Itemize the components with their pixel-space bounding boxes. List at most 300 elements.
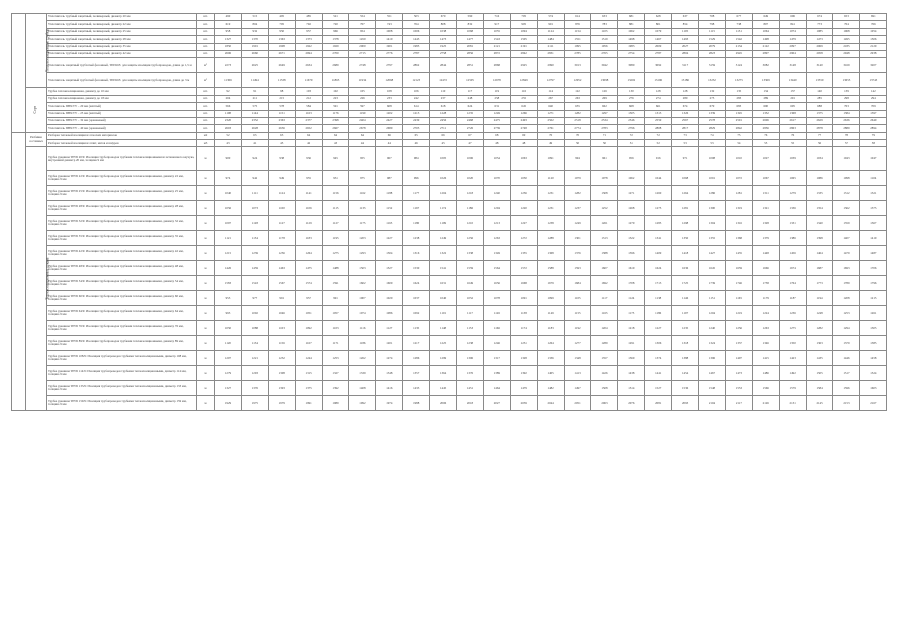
value-cell: 773 [806, 21, 833, 28]
value-cell: 2153 [833, 396, 860, 411]
value-cell: 76 [752, 132, 779, 139]
value-cell: 1154 [241, 231, 268, 246]
value-cell: 1345 [725, 110, 752, 117]
value-cell: 298 [833, 95, 860, 102]
value-cell: 1306 [645, 336, 672, 351]
value-cell: 117 [457, 88, 484, 95]
value-cell: 1467 [645, 36, 672, 43]
value-cell: 2018 [457, 396, 484, 411]
value-cell: 705 [510, 14, 537, 21]
value-cell: 942 [241, 171, 268, 186]
item-name: Трубка рукавная ТРУБ 22/9: Изоляция трубопроводов трубками теплоизоляционными, диаметр 22 мм, толщина 9 мм [47, 171, 197, 186]
value-cell: 1103 [268, 321, 295, 336]
value-cell: 1208 [833, 291, 860, 306]
value-cell: 1227 [376, 231, 403, 246]
value-cell: 1337 [725, 336, 752, 351]
value-cell: 1007 [349, 291, 376, 306]
value-cell: 1282 [564, 186, 591, 201]
value-cell: 2104 [699, 396, 726, 411]
value-cell: 57 [833, 140, 860, 147]
value-cell: 1293 [241, 366, 268, 381]
value-cell: 1180 [403, 216, 430, 231]
table-row [12, 321, 887, 336]
value-cell: 2044 [537, 396, 564, 411]
table-row [12, 336, 887, 351]
value-cell: 13098 [591, 73, 618, 88]
value-cell: 1530 [403, 261, 430, 276]
value-cell: 285 [806, 95, 833, 102]
value-cell: 119 [483, 88, 510, 95]
table-row [12, 351, 887, 366]
value-cell: 955 [349, 147, 376, 171]
value-cell: 1375 [295, 381, 322, 396]
value-cell: 950 [268, 28, 295, 35]
value-cell: 1418 [672, 246, 699, 261]
value-cell: 2945 [725, 50, 752, 57]
value-cell: 12849 [510, 73, 537, 88]
value-cell: 91 [241, 88, 268, 95]
value-cell: 1282 [806, 321, 833, 336]
value-cell: 52 [215, 132, 242, 139]
value-cell: 242 [403, 95, 430, 102]
value-cell: 1135 [403, 321, 430, 336]
value-cell: 1495 [833, 36, 860, 43]
value-cell: 11538 [268, 73, 295, 88]
value-cell: 1376 [564, 246, 591, 261]
item-unit: шт. [197, 95, 215, 102]
value-cell: 1129 [295, 216, 322, 231]
value-cell: 1368 [537, 246, 564, 261]
value-cell: 1350 [779, 336, 806, 351]
value-cell: 13275 [725, 73, 752, 88]
item-name: Трубка рукавная ТРУБ 20/9: Изоляция трубопроводов трубками теплоизоляционными из вспененного каучука, внутренний диаметр 20 мм, толщина 9 мм [47, 147, 197, 171]
value-cell: 2352 [241, 117, 268, 124]
value-cell: 1156 [268, 336, 295, 351]
value-cell: 69 [510, 132, 537, 139]
value-cell: 3207 [860, 58, 887, 73]
item-name: Трубка рукавная ТРУБ 159/9: Изоляция трубопроводов трубками теплоизоляционными, диаметр 159 мм, толщина 9 мм [47, 396, 197, 411]
value-cell: 1124 [537, 28, 564, 35]
value-cell: 1043 [833, 147, 860, 171]
value-cell: 2726 [457, 125, 484, 132]
value-cell: 1542 [725, 36, 752, 43]
value-cell: 668 [618, 103, 645, 110]
value-cell: 608 [376, 103, 403, 110]
value-cell: 1313 [645, 110, 672, 117]
value-cell: 1167 [403, 201, 430, 216]
value-cell: 2660 [241, 50, 268, 57]
value-cell: 1166 [483, 321, 510, 336]
value-cell: 44 [349, 140, 376, 147]
table-row [12, 110, 887, 117]
value-cell: 2000 [349, 43, 376, 50]
value-cell: 1687 [806, 261, 833, 276]
value-cell: 1321 [860, 186, 887, 201]
value-cell: 1339 [349, 366, 376, 381]
value-cell: 2776 [376, 50, 403, 57]
item-name: Разборка тепловой изоляции из плит, матов и шнуров [47, 140, 197, 147]
value-cell: 1796 [860, 276, 887, 291]
value-cell: 70 [564, 132, 591, 139]
value-cell: 1486 [752, 366, 779, 381]
value-cell: 1548 [699, 381, 726, 396]
value-cell: 1153 [457, 321, 484, 336]
value-cell: 1517 [833, 366, 860, 381]
value-cell: 1040 [215, 186, 242, 201]
value-cell: 490 [215, 14, 242, 21]
item-unit: м [197, 186, 215, 201]
value-cell: 1541 [430, 261, 457, 276]
value-cell: 1375 [806, 110, 833, 117]
value-cell: 1057 [322, 306, 349, 321]
table-row [12, 58, 887, 73]
value-cell: 2990 [537, 58, 564, 73]
value-cell: 1607 [591, 261, 618, 276]
value-cell: 2897 [752, 50, 779, 57]
value-cell: 2273 [215, 58, 242, 73]
value-cell: 116 [510, 88, 537, 95]
value-cell: 2121 [483, 43, 510, 50]
value-cell: 1008 [699, 147, 726, 171]
value-cell: 485 [295, 14, 322, 21]
value-cell: 1038 [430, 28, 457, 35]
value-cell: 76 [779, 132, 806, 139]
value-cell: 854 [672, 21, 699, 28]
value-cell: 108 [376, 88, 403, 95]
value-cell: 237 [430, 95, 457, 102]
item-unit: м [197, 381, 215, 396]
value-cell: 1567 [268, 276, 295, 291]
value-cell: 1506 [860, 36, 887, 43]
table-row [12, 132, 887, 139]
value-cell: 1373 [295, 36, 322, 43]
item-name: Трубка рукавная ТРУБ 42/9: Изоляция трубопроводов трубками теплоизоляционными, диаметр 42 мм, толщина 9 мм [47, 246, 197, 261]
value-cell: 1583 [215, 276, 242, 291]
value-cell: 1416 [376, 381, 403, 396]
value-cell: 1355 [699, 231, 726, 246]
value-cell: 211 [241, 95, 268, 102]
value-cell: 2831 [537, 50, 564, 57]
value-cell: 74 [699, 132, 726, 139]
value-cell: 1692 [591, 276, 618, 291]
table-row [12, 276, 887, 291]
value-cell: 1850 [215, 43, 242, 50]
table-row [12, 366, 887, 381]
value-cell: 1327 [322, 366, 349, 381]
value-cell: 269 [591, 95, 618, 102]
item-unit: м [197, 171, 215, 186]
value-cell: 1368 [725, 231, 752, 246]
value-cell: 521 [322, 14, 349, 21]
value-cell: 2678 [349, 125, 376, 132]
value-cell: 566 [215, 103, 242, 110]
value-cell: 1392 [510, 366, 537, 381]
value-cell: 1316 [725, 216, 752, 231]
value-cell: 1357 [403, 366, 430, 381]
value-cell: 1543 [241, 276, 268, 291]
table-row [12, 95, 887, 102]
value-cell: 1124 [618, 291, 645, 306]
value-cell: 1068 [833, 28, 860, 35]
value-cell: 1271 [618, 186, 645, 201]
item-unit: шт. [197, 36, 215, 43]
value-cell: 1240 [483, 186, 510, 201]
value-cell: 1438 [618, 366, 645, 381]
value-cell: 1020 [457, 171, 484, 186]
value-cell: 3169 [833, 58, 860, 73]
value-cell: 51 [618, 140, 645, 147]
value-cell: 1231 [537, 201, 564, 216]
value-cell: 1163 [591, 306, 618, 321]
table-row [12, 396, 887, 411]
value-cell: 1974 [376, 396, 403, 411]
value-cell: 2117 [725, 396, 752, 411]
item-name: Уплотнитель трубный защитный, полимерный, диаметр 25 мм [47, 28, 197, 35]
value-cell: 1693 [833, 261, 860, 276]
value-cell: 1086 [806, 171, 833, 186]
value-cell: 1415 [752, 351, 779, 366]
value-cell: 2606 [215, 50, 242, 57]
value-cell: 2063 [591, 396, 618, 411]
value-cell: 1264 [537, 336, 564, 351]
value-cell: 1263 [483, 231, 510, 246]
value-cell: 2872 [483, 50, 510, 57]
value-cell: 289 [752, 95, 779, 102]
value-cell: 1088 [241, 321, 268, 336]
value-cell: 764 [403, 21, 430, 28]
value-cell: 1602 [349, 276, 376, 291]
value-cell: 1315 [295, 366, 322, 381]
value-cell: 1995 [564, 43, 591, 50]
value-cell: 1564 [483, 261, 510, 276]
value-cell: 2475 [483, 117, 510, 124]
value-cell: 1713 [645, 276, 672, 291]
value-cell: 1624 [645, 261, 672, 276]
value-cell: 2856 [457, 50, 484, 57]
item-name: Уплотнитель ПВХ/ТУ – 40 мм (оранжевый) [47, 125, 197, 132]
item-unit: м [197, 306, 215, 321]
value-cell: 1359 [833, 216, 860, 231]
value-cell: 1204 [591, 321, 618, 336]
value-cell: 2320 [215, 117, 242, 124]
value-cell: 1104 [860, 171, 887, 186]
value-cell: 46 [403, 140, 430, 147]
value-cell: 2081 [645, 396, 672, 411]
value-cell: 1134 [241, 336, 268, 351]
value-cell: 2079 [699, 43, 726, 50]
value-cell: 2493 [510, 117, 537, 124]
value-cell: 12472 [430, 73, 457, 88]
value-cell: 1352 [752, 110, 779, 117]
value-cell: 1908 [268, 43, 295, 50]
value-cell: 212 [295, 95, 322, 102]
value-cell: 1179 [752, 291, 779, 306]
value-cell: 1227 [645, 321, 672, 336]
value-cell: 662 [591, 103, 618, 110]
value-cell: 137 [779, 88, 806, 95]
value-cell: 2796 [618, 125, 645, 132]
value-cell: 661 [645, 103, 672, 110]
value-cell: 1572 [510, 261, 537, 276]
value-cell: 1279 [618, 216, 645, 231]
item-unit: м [197, 231, 215, 246]
value-cell: 2844 [430, 58, 457, 73]
value-cell: 1249 [564, 216, 591, 231]
value-cell: 2191 [510, 43, 537, 50]
value-cell: 1249 [430, 231, 457, 246]
value-cell: 1368 [779, 110, 806, 117]
value-cell: 2748 [349, 58, 376, 73]
value-cell: 1190 [349, 110, 376, 117]
value-cell: 106 [403, 88, 430, 95]
value-cell: 1922 [295, 43, 322, 50]
value-cell: 3159 [699, 58, 726, 73]
value-cell: 1010 [725, 147, 752, 171]
value-cell: 63 [241, 132, 268, 139]
value-cell: 1764 [779, 276, 806, 291]
item-unit: м [197, 351, 215, 366]
value-cell: 1219 [725, 306, 752, 321]
value-cell: 1054 [860, 28, 887, 35]
value-cell: 2131 [779, 396, 806, 411]
value-cell: 1427 [699, 246, 726, 261]
value-cell: 707 [349, 21, 376, 28]
value-cell: 1051 [295, 306, 322, 321]
value-cell: 139 [833, 88, 860, 95]
value-cell: 128 [645, 88, 672, 95]
value-cell: 1068 [672, 171, 699, 186]
value-cell: 2534 [591, 117, 618, 124]
value-cell: 1103 [322, 321, 349, 336]
value-cell: 1446 [833, 351, 860, 366]
value-cell: 3148 [779, 58, 806, 73]
value-cell: 1479 [510, 381, 537, 396]
value-cell: 2567 [672, 117, 699, 124]
value-cell: 1477 [457, 36, 484, 43]
value-cell: 2634 [295, 58, 322, 73]
value-cell: 70 [537, 132, 564, 139]
value-cell: 958 [215, 28, 242, 35]
value-cell: 3117 [672, 58, 699, 73]
value-cell: 1985 [403, 43, 430, 50]
value-cell: 1027 [752, 147, 779, 171]
item-name: Трубка рукавная ТРУБ 60/9: Изоляция трубопроводов трубками теплоизоляционными, диаметр 60 мм, толщина 9 мм [47, 291, 197, 306]
value-cell: 1155 [564, 306, 591, 321]
value-cell: 1487 [860, 246, 887, 261]
value-cell: 1062 [618, 171, 645, 186]
value-cell: 1398 [806, 231, 833, 246]
value-cell: 1392 [322, 381, 349, 396]
value-cell: 2823 [699, 50, 726, 57]
value-cell: 1456 [779, 246, 806, 261]
value-cell: 3080 [618, 58, 645, 73]
value-cell: 1115 [322, 201, 349, 216]
value-cell: 1463 [268, 261, 295, 276]
group-label [26, 132, 47, 147]
value-cell: 1454 [672, 366, 699, 381]
value-cell: 1232 [268, 351, 295, 366]
value-cell: 1385 [860, 336, 887, 351]
value-cell: 56 [806, 140, 833, 147]
value-cell: 47 [457, 140, 484, 147]
value-cell: 3042 [591, 58, 618, 73]
table-row [12, 50, 887, 57]
item-unit: м [197, 366, 215, 381]
value-cell: 2518 [564, 117, 591, 124]
item-unit: м2 [197, 132, 215, 139]
value-cell: 226 [349, 95, 376, 102]
value-cell: 597 [349, 103, 376, 110]
value-cell: 1120 [215, 336, 242, 351]
value-cell: 13550 [806, 73, 833, 88]
item-name: Уплотнитель трубный защитный, полимерный, диаметр 28 мм [47, 36, 197, 43]
value-cell: 1339 [699, 110, 726, 117]
table-row [12, 261, 887, 276]
value-cell: 1050 [510, 171, 537, 186]
value-cell: 12068 [376, 73, 403, 88]
value-cell: 1026 [430, 171, 457, 186]
value-cell: 1584 [806, 381, 833, 396]
value-cell: 1072 [725, 171, 752, 186]
value-cell: 1037 [403, 291, 430, 306]
value-cell: 1311 [752, 186, 779, 201]
value-cell: 1251 [510, 336, 537, 351]
value-cell: 1178 [268, 231, 295, 246]
value-cell: 931 [322, 171, 349, 186]
value-cell: 619 [215, 21, 242, 28]
value-cell: 987 [376, 171, 403, 186]
value-cell: 1929 [322, 43, 349, 50]
value-cell: 1388 [672, 351, 699, 366]
value-cell: 1056 [215, 201, 242, 216]
value-cell: 1376 [457, 366, 484, 381]
value-cell: 993 [215, 306, 242, 321]
value-cell: 633 [591, 14, 618, 21]
value-cell: 1313 [591, 231, 618, 246]
value-cell: 945 [322, 147, 349, 171]
value-cell: 1225 [430, 336, 457, 351]
value-cell: 1275 [779, 321, 806, 336]
value-cell: 936 [295, 147, 322, 171]
value-cell: 1322 [430, 246, 457, 261]
value-cell: 63 [268, 132, 295, 139]
value-cell: 1175 [618, 306, 645, 321]
value-cell: 2625 [241, 58, 268, 73]
item-unit: шт. [197, 125, 215, 132]
value-cell: 12678 [483, 73, 510, 88]
value-cell: 1341 [645, 231, 672, 246]
value-cell: 614 [564, 14, 591, 21]
value-cell: 688 [806, 103, 833, 110]
value-cell: 1708 [618, 276, 645, 291]
item-unit: м [197, 321, 215, 336]
item-name: Трубка теплоизоляционная, диаметр до 18 мм [47, 95, 197, 102]
item-unit: м [197, 246, 215, 261]
value-cell: 2652 [295, 125, 322, 132]
value-cell: 795 [268, 21, 295, 28]
value-cell: 1256 [510, 186, 537, 201]
value-cell: 1624 [403, 276, 430, 291]
value-cell: 977 [241, 291, 268, 306]
value-cell: 1419 [860, 231, 887, 246]
item-name: Трубка рукавная ТРУБ 133/9: Изоляция трубопроводов трубками теплоизоляционными, диаметр 133 мм, толщина 9 мм [47, 381, 197, 396]
value-cell: 2439 [403, 117, 430, 124]
value-cell: 2076 [618, 396, 645, 411]
value-cell: 578 [268, 103, 295, 110]
value-cell: 1235 [672, 321, 699, 336]
value-cell: 274 [645, 95, 672, 102]
value-cell: 45 [430, 140, 457, 147]
